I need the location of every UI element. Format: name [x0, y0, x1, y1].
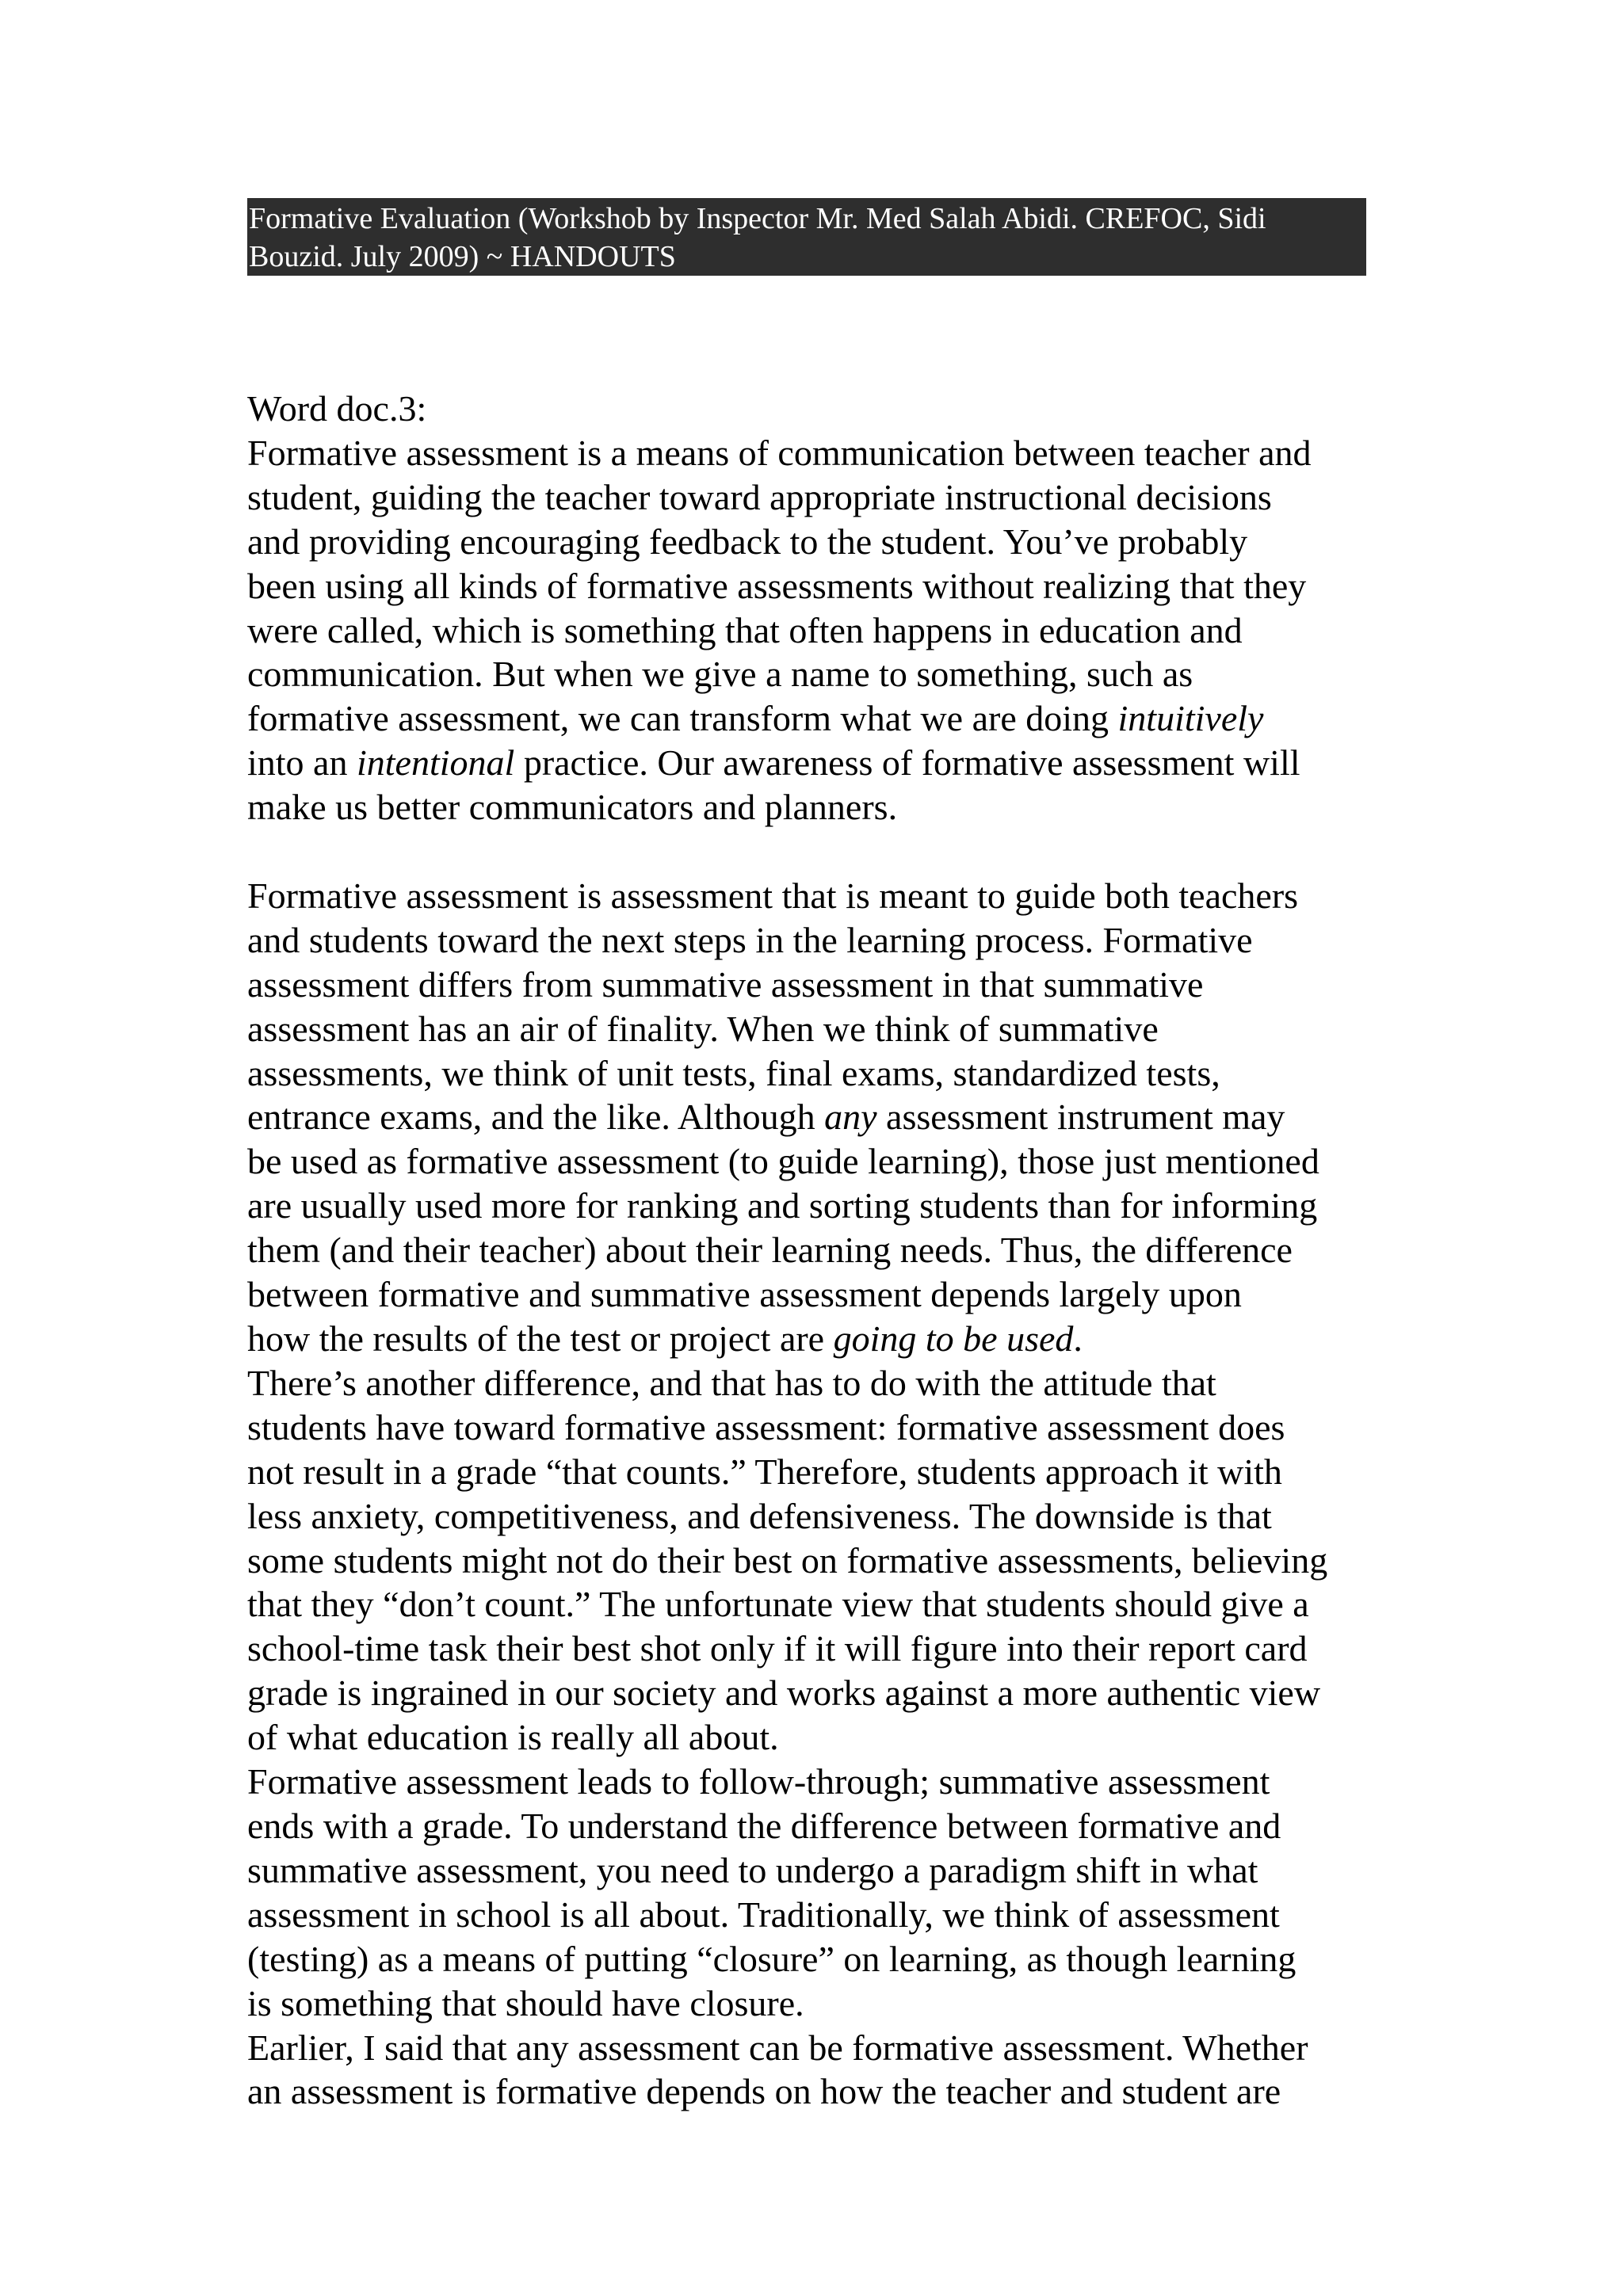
- text-segment: how the results of the test or project are: [247, 1318, 834, 1360]
- text-line: an assessment is formative depends on how the teacher and student are: [247, 2071, 1281, 2112]
- text-line: assessment has an air of finality. When we think of summative: [247, 1008, 1159, 1049]
- text-line: students have toward formative assessment: formative assessment does: [247, 1406, 1285, 1447]
- text-line: Formative assessment is assessment that is meant to guide both teachers: [247, 875, 1299, 916]
- text-line: is something that should have closure.: [247, 1982, 804, 2023]
- text-segment: .: [1073, 1318, 1083, 1360]
- text-line: school-time task their best shot only if it will figure into their report card: [247, 1628, 1308, 1669]
- text-line: Earlier, I said that any assessment can be formative assessment. Whether: [247, 2027, 1308, 2068]
- text-line: not result in a grade “that counts.” Therefore, students approach it with: [247, 1451, 1282, 1492]
- text-line: are usually used more for ranking and sorting students than for informing: [247, 1185, 1318, 1226]
- header-line-1: Formative Evaluation (Workshob by Inspector Mr. Med Salah Abidi. CREFOC, Sidi: [249, 202, 1266, 235]
- text-line: (testing) as a means of putting “closure” on learning, as though learning: [247, 1938, 1296, 1979]
- section-label: Word doc.3:: [247, 388, 427, 429]
- header-banner: [247, 198, 1366, 276]
- text-line: Formative assessment is a means of communication between teacher and: [247, 432, 1312, 473]
- text-line: and providing encouraging feedback to the student. You’ve probably: [247, 521, 1248, 562]
- paragraph-5: [247, 2026, 1388, 2115]
- paragraph-1: [247, 431, 1388, 830]
- text-segment: into an: [247, 742, 357, 784]
- text-line: and students toward the next steps in the learning process. Formative: [247, 919, 1253, 960]
- text-line: them (and their teacher) about their learning needs. Thus, the difference: [247, 1230, 1293, 1271]
- text-line: been using all kinds of formative assessments without realizing that they: [247, 565, 1307, 606]
- text-line: [247, 1095, 1388, 1139]
- text-line: [247, 741, 1388, 785]
- text-line: summative assessment, you need to undergo a paradigm shift in what: [247, 1849, 1258, 1890]
- text-line: less anxiety, competitiveness, and defensiveness. The downside is that: [247, 1495, 1272, 1536]
- text-line: [247, 1317, 1388, 1361]
- text-segment: assessment instrument may: [876, 1097, 1285, 1138]
- text-line: ends with a grade. To understand the difference between formative and: [247, 1805, 1281, 1846]
- text-line: student, guiding the teacher toward appropriate instructional decisions: [247, 476, 1272, 517]
- emphasis-intentional: intentional: [356, 742, 515, 784]
- text-line: that they “don’t count.” The unfortunate view that students should give a: [247, 1584, 1309, 1625]
- text-line: assessment in school is all about. Traditionally, we think of assessment: [247, 1894, 1280, 1935]
- paragraph-3: [247, 1361, 1388, 1760]
- text-line: Formative assessment leads to follow-through; summative assessment: [247, 1761, 1270, 1802]
- text-line: were called, which is something that often happens in education and: [247, 609, 1243, 650]
- text-line: communication. But when we give a name to something, such as: [247, 654, 1193, 695]
- text-line: between formative and summative assessment depends largely upon: [247, 1274, 1242, 1315]
- text-line: grade is ingrained in our society and works against a more authentic view: [247, 1672, 1321, 1714]
- document-body: [247, 387, 1388, 2114]
- text-line: make us better communicators and planners.: [247, 787, 898, 828]
- text-line: be used as formative assessment (to guide learning), those just mentioned: [247, 1141, 1319, 1182]
- paragraph-2: [247, 874, 1388, 1361]
- emphasis-any: any: [824, 1097, 877, 1138]
- emphasis-going-to-be-used: going to be used: [833, 1318, 1074, 1360]
- text-line: There’s another difference, and that has to do with the attitude that: [247, 1362, 1216, 1403]
- paragraph-gap: [247, 830, 1388, 874]
- emphasis-intuitively: intuitively: [1117, 698, 1264, 739]
- text-line: assessments, we think of unit tests, final exams, standardized tests,: [247, 1052, 1220, 1093]
- text-line: assessment differs from summative assessment in that summative: [247, 963, 1204, 1005]
- paragraph-4: [247, 1760, 1388, 2025]
- text-line: some students might not do their best on formative assessments, believing: [247, 1539, 1328, 1581]
- text-segment: entrance exams, and the like. Although: [247, 1097, 825, 1138]
- header-line-2: Bouzid. July 2009) ~ HANDOUTS: [249, 240, 676, 273]
- text-segment: practice. Our awareness of formative assessment will: [514, 742, 1300, 784]
- text-line: [247, 696, 1388, 741]
- text-segment: formative assessment, we can transform what we are doing: [247, 698, 1118, 739]
- text-line: of what education is really all about.: [247, 1717, 779, 1758]
